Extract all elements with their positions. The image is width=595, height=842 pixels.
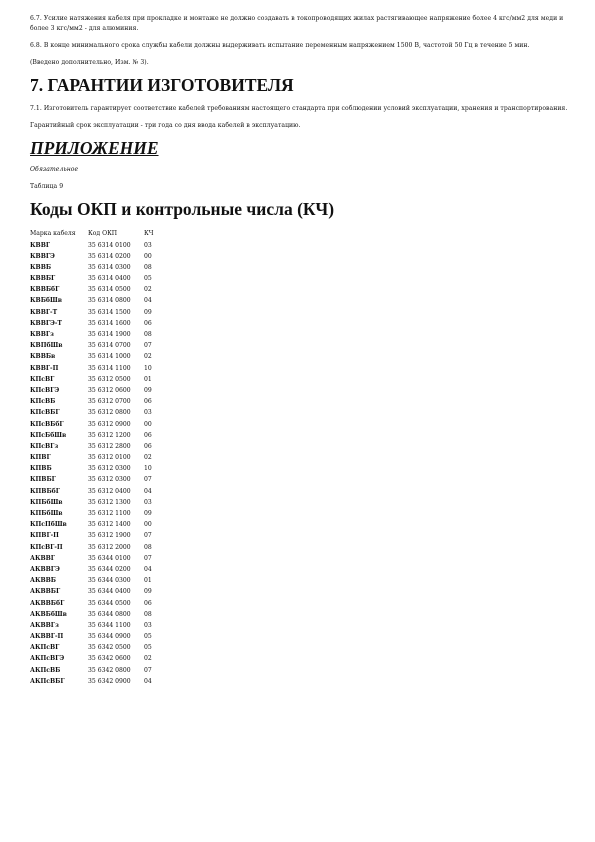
cell-okp-code: 35 6312 0100 xyxy=(88,454,131,462)
cell-cable-brand: КПсВГ xyxy=(30,375,55,383)
cell-cable-brand: КПВБ xyxy=(30,465,52,473)
table-row xyxy=(30,284,164,295)
cell-control-number: 10 xyxy=(144,364,152,372)
cell-cable-brand: КПБбШв xyxy=(30,510,63,518)
cell-okp-code: 35 6312 0700 xyxy=(88,398,131,406)
cell-cable-brand: КВВБ xyxy=(30,263,52,271)
cell-cable-brand: АКПсВГ xyxy=(30,644,60,652)
table-row xyxy=(30,486,164,497)
table-row xyxy=(30,307,164,318)
cell-control-number: 07 xyxy=(144,476,152,484)
cell-cable-brand: КВВГЭ xyxy=(30,252,55,260)
table-row xyxy=(30,262,164,273)
cell-control-number: 10 xyxy=(144,465,152,473)
cell-okp-code: 35 6312 1400 xyxy=(88,521,131,529)
cell-okp-code: 35 6312 0800 xyxy=(88,409,131,417)
cell-okp-code: 35 6312 0900 xyxy=(88,420,131,428)
cell-control-number: 04 xyxy=(144,677,152,685)
table-row xyxy=(30,418,164,429)
table-row xyxy=(30,564,164,575)
table-row xyxy=(30,340,164,351)
table-row xyxy=(30,441,164,452)
cell-control-number: 04 xyxy=(144,487,152,495)
cell-control-number: 08 xyxy=(144,543,152,551)
cell-okp-code: 35 6342 0600 xyxy=(88,655,131,663)
cell-okp-code: 35 6314 1900 xyxy=(88,331,131,339)
cell-control-number: 00 xyxy=(144,521,152,529)
cell-okp-code: 35 6312 0300 xyxy=(88,465,131,473)
table-title: Коды ОКП и контрольные числа (КЧ) xyxy=(30,199,335,220)
table-row xyxy=(30,620,164,631)
cell-okp-code: 35 6344 0300 xyxy=(88,577,131,585)
cell-okp-code: 35 6344 0500 xyxy=(88,599,131,607)
table-row xyxy=(30,407,164,418)
cell-cable-brand: КВВБв xyxy=(30,353,56,361)
cell-cable-brand: КВВБбГ xyxy=(30,286,60,294)
table-row xyxy=(30,273,164,284)
table-row xyxy=(30,609,164,620)
cell-cable-brand: КВВГЭ-Т xyxy=(30,319,62,327)
cell-cable-brand: КВПбШв xyxy=(30,342,63,350)
cell-cable-brand: АКВВГз xyxy=(30,621,59,629)
cell-cable-brand: КПсБбШв xyxy=(30,431,67,439)
cell-control-number: 02 xyxy=(144,353,152,361)
table-row xyxy=(30,295,164,306)
cell-okp-code: 35 6344 0800 xyxy=(88,610,131,618)
cell-control-number: 04 xyxy=(144,297,152,305)
cell-cable-brand: КПсВГз xyxy=(30,442,59,450)
cell-control-number: 04 xyxy=(144,565,152,573)
cell-okp-code: 35 6312 0400 xyxy=(88,487,131,495)
document-page xyxy=(30,14,575,687)
cell-cable-brand: КПсВБГ xyxy=(30,409,60,417)
cell-cable-brand: КПсВБбГ xyxy=(30,420,64,428)
header-cable-brand: Марка кабеля xyxy=(30,230,76,238)
cell-control-number: 03 xyxy=(144,498,152,506)
cell-cable-brand: КПсВГ-П xyxy=(30,543,63,551)
cell-control-number: 05 xyxy=(144,644,152,652)
appendix-mandatory: Обязательное xyxy=(30,166,79,174)
table-row xyxy=(30,452,164,463)
table-row xyxy=(30,676,164,687)
cell-cable-brand: КВВГ xyxy=(30,241,51,249)
cell-okp-code: 35 6314 1000 xyxy=(88,353,131,361)
table-row xyxy=(30,597,164,608)
cell-control-number: 08 xyxy=(144,263,152,271)
cell-cable-brand: КПВГ-П xyxy=(30,532,59,540)
cell-cable-brand: КПВБбГ xyxy=(30,487,60,495)
table-row xyxy=(30,430,164,441)
cell-control-number: 02 xyxy=(144,454,152,462)
table-row xyxy=(30,586,164,597)
cell-control-number: 07 xyxy=(144,666,152,674)
cell-okp-code: 35 6314 1600 xyxy=(88,319,131,327)
table-row xyxy=(30,374,164,385)
cell-okp-code: 35 6312 0500 xyxy=(88,375,131,383)
cell-control-number: 03 xyxy=(144,621,152,629)
cell-cable-brand: КПВБГ xyxy=(30,476,56,484)
paragraph-7-1: 7.1. Изготовитель гарантирует соответствие кабелей требованиям настоящего стандарта при соблюдении условий эксплуатации, хранения и транспортирования. xyxy=(30,104,568,112)
table-row xyxy=(30,665,164,676)
table-row xyxy=(30,363,164,374)
table-row xyxy=(30,575,164,586)
amendment-note: (Введено дополнительно, Изм. № 3). xyxy=(30,58,149,66)
cell-control-number: 07 xyxy=(144,342,152,350)
cell-okp-code: 35 6312 1100 xyxy=(88,510,131,518)
table-row xyxy=(30,530,164,541)
table-row xyxy=(30,351,164,362)
section-7-title: 7. ГАРАНТИИ ИЗГОТОВИТЕЛЯ xyxy=(30,74,294,95)
table-row xyxy=(30,318,164,329)
cell-okp-code: 35 6342 0500 xyxy=(88,644,131,652)
okp-codes-table xyxy=(30,228,164,687)
cell-okp-code: 35 6342 0900 xyxy=(88,677,131,685)
cell-okp-code: 35 6314 0300 xyxy=(88,263,131,271)
cell-control-number: 03 xyxy=(144,241,152,249)
cell-cable-brand: АКВВБГ xyxy=(30,588,61,596)
cell-cable-brand: КВВГ-П xyxy=(30,364,59,372)
cell-cable-brand: КПсПбШв xyxy=(30,521,67,529)
cell-control-number: 08 xyxy=(144,610,152,618)
cell-control-number: 06 xyxy=(144,398,152,406)
cell-cable-brand: КВВБГ xyxy=(30,275,56,283)
table-row xyxy=(30,239,164,250)
cell-okp-code: 35 6342 0800 xyxy=(88,666,131,674)
cell-control-number: 07 xyxy=(144,532,152,540)
cell-cable-brand: КПВГ xyxy=(30,454,51,462)
cell-okp-code: 35 6344 0400 xyxy=(88,588,131,596)
cell-cable-brand: КПсВБ xyxy=(30,398,56,406)
cell-cable-brand: КПБбШв xyxy=(30,498,63,506)
header-okp-code: Код ОКП xyxy=(88,230,118,238)
cell-control-number: 01 xyxy=(144,375,152,383)
cell-okp-code: 35 6312 2800 xyxy=(88,442,131,450)
table-row xyxy=(30,497,164,508)
table-row xyxy=(30,251,164,262)
cell-cable-brand: АКВВБбГ xyxy=(30,599,65,607)
cell-control-number: 09 xyxy=(144,510,152,518)
cell-okp-code: 35 6312 1300 xyxy=(88,498,131,506)
cell-okp-code: 35 6314 0800 xyxy=(88,297,131,305)
table-row xyxy=(30,553,164,564)
table-row xyxy=(30,474,164,485)
cell-okp-code: 35 6314 0100 xyxy=(88,241,131,249)
cell-control-number: 06 xyxy=(144,442,152,450)
cell-okp-code: 35 6344 0900 xyxy=(88,633,131,641)
cell-control-number: 06 xyxy=(144,431,152,439)
appendix-title: ПРИЛОЖЕНИЕ xyxy=(30,138,159,159)
cell-control-number: 02 xyxy=(144,286,152,294)
table-row xyxy=(30,508,164,519)
paragraph-6-7: 6.7. Усилие натяжения кабеля при прокладке и монтаже не должно создавать в токопроводящих жилах растягивающее напряжение более 4 кгс/мм2 для меди и более 3 кгс/мм2 - для алюминия. xyxy=(30,15,564,32)
table-row xyxy=(30,396,164,407)
cell-okp-code: 35 6314 0200 xyxy=(88,252,131,260)
cell-control-number: 06 xyxy=(144,599,152,607)
cell-control-number: 05 xyxy=(144,275,152,283)
cell-okp-code: 35 6312 0600 xyxy=(88,386,131,394)
cell-okp-code: 35 6314 0700 xyxy=(88,342,131,350)
table-row xyxy=(30,653,164,664)
table-row xyxy=(30,519,164,530)
cell-okp-code: 35 6312 2000 xyxy=(88,543,131,551)
cell-okp-code: 35 6344 0200 xyxy=(88,565,131,573)
cell-control-number: 06 xyxy=(144,319,152,327)
cell-okp-code: 35 6312 1200 xyxy=(88,431,131,439)
cell-control-number: 03 xyxy=(144,409,152,417)
cell-okp-code: 35 6344 0100 xyxy=(88,554,131,562)
cell-cable-brand: КПсВГЭ xyxy=(30,386,60,394)
table-row xyxy=(30,631,164,642)
cell-control-number: 07 xyxy=(144,554,152,562)
cell-cable-brand: АКВВБ xyxy=(30,577,57,585)
cell-control-number: 00 xyxy=(144,252,152,260)
cell-control-number: 08 xyxy=(144,331,152,339)
cell-cable-brand: АКВВГЭ xyxy=(30,565,60,573)
cell-control-number: 09 xyxy=(144,308,152,316)
cell-cable-brand: АКПсВГЭ xyxy=(30,655,65,663)
cell-okp-code: 35 6312 1900 xyxy=(88,532,131,540)
cell-cable-brand: АКВБбШв xyxy=(30,610,67,618)
table-row xyxy=(30,542,164,553)
cell-okp-code: 35 6314 1500 xyxy=(88,308,131,316)
table-row xyxy=(30,385,164,396)
cell-control-number: 00 xyxy=(144,420,152,428)
paragraph-6-8: 6.8. В конце минимального срока службы кабели должны выдерживать испытание переменным напряжением 1500 В, частотой 50 Гц в течение 5 мин. xyxy=(30,41,530,49)
table-row xyxy=(30,329,164,340)
cell-control-number: 09 xyxy=(144,386,152,394)
cell-cable-brand: АКПсВБГ xyxy=(30,677,65,685)
cell-okp-code: 35 6312 0300 xyxy=(88,476,131,484)
cell-okp-code: 35 6314 1100 xyxy=(88,364,131,372)
cell-okp-code: 35 6314 0500 xyxy=(88,286,131,294)
cell-control-number: 02 xyxy=(144,655,152,663)
cell-cable-brand: АКВВГ-П xyxy=(30,633,64,641)
cell-cable-brand: КВВГ-Т xyxy=(30,308,58,316)
table-row xyxy=(30,642,164,653)
table-header-row xyxy=(30,228,164,239)
cell-control-number: 01 xyxy=(144,577,152,585)
cell-control-number: 09 xyxy=(144,588,152,596)
cell-cable-brand: АКВВГ xyxy=(30,554,56,562)
cell-control-number: 05 xyxy=(144,633,152,641)
table-body xyxy=(30,239,164,687)
header-control-number: КЧ xyxy=(144,230,154,238)
cell-okp-code: 35 6344 1100 xyxy=(88,621,131,629)
table-row xyxy=(30,463,164,474)
cell-cable-brand: АКПсВБ xyxy=(30,666,61,674)
table-label: Таблица 9 xyxy=(30,183,64,191)
cell-okp-code: 35 6314 0400 xyxy=(88,275,131,283)
cell-cable-brand: КВБбШв xyxy=(30,297,62,305)
warranty-period: Гарантийный срок эксплуатации - три года со дня ввода кабелей в эксплуатацию. xyxy=(30,121,301,129)
cell-cable-brand: КВВГз xyxy=(30,331,54,339)
